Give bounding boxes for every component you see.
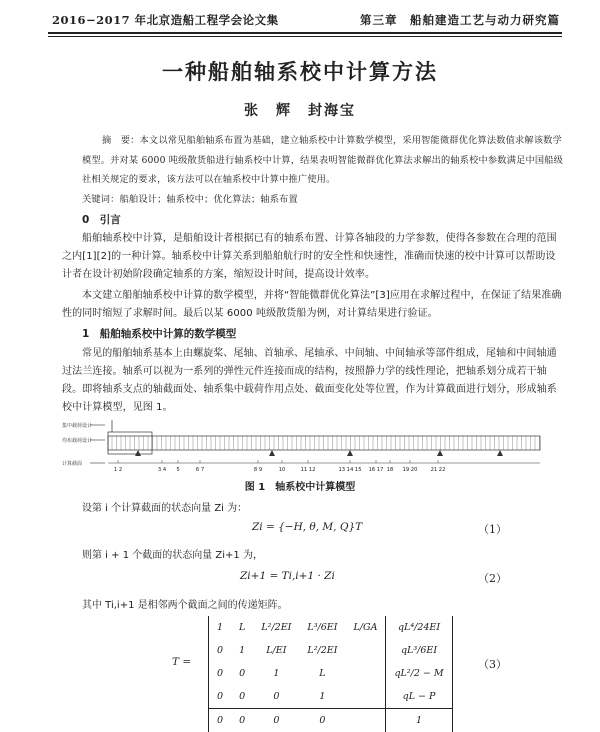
equation-1-number: （1） bbox=[478, 521, 507, 537]
equation-2-number: （2） bbox=[478, 570, 507, 586]
m25 bbox=[345, 639, 385, 662]
equation-1: Zi = {−H, θ, M, Q}T bbox=[252, 521, 362, 533]
m55 bbox=[345, 709, 385, 732]
keywords: 关键词：船舶设计；轴系校中；优化算法；轴系布置 bbox=[82, 191, 564, 205]
equation-2: Zi+1 = Ti,i+1 · Zi bbox=[240, 570, 335, 582]
bearing-support bbox=[347, 450, 353, 456]
shaft-model-figure bbox=[60, 418, 560, 474]
section-node-label: 11 12 bbox=[301, 467, 316, 473]
bearing-support bbox=[135, 450, 141, 456]
figure-caption: 图 1 轴系校中计算模型 bbox=[0, 478, 600, 493]
bearing-support bbox=[269, 450, 275, 456]
section-node-labels bbox=[114, 460, 446, 473]
eq3-intro: 其中 Ti,i+1 是相邻两个截面之间的传递矩阵。 bbox=[82, 596, 288, 611]
fig-label-distributed: 均布载荷设计 bbox=[62, 437, 92, 444]
m23: L/EI bbox=[253, 639, 299, 662]
bearing-support bbox=[437, 450, 443, 456]
m21: 0 bbox=[209, 639, 231, 662]
m11: 1 bbox=[209, 616, 231, 639]
header-rule-thin bbox=[48, 36, 562, 37]
section-node-label: 13 14 15 bbox=[338, 467, 361, 473]
eq1-intro: 设第 i 个计算截面的状态向量 Zi 为： bbox=[82, 499, 247, 514]
bearing-support bbox=[497, 450, 503, 456]
m36: qL²/2 − M bbox=[386, 662, 452, 685]
section-node-label: 8 9 bbox=[254, 467, 262, 473]
m24: L²/2EI bbox=[299, 639, 345, 662]
m26: qL³/6EI bbox=[386, 639, 452, 662]
m42: 0 bbox=[231, 685, 253, 709]
m54: 0 bbox=[299, 709, 345, 732]
m14: L³/6EI bbox=[299, 616, 345, 639]
m46: qL − P bbox=[386, 685, 452, 709]
intro-paragraph-1: 船舶轴系校中计算，是船舶设计者根据已有的轴系布置、计算各轴段的力学参数，使得各参数在合理的范围之内[1][2]的一种计算。轴系校中计算关系到船舶航行时的安全性和快速性，准确而快速的校中计算可以帮助设计者在设计初始阶段确定轴系的方案，缩短设计时间，提高设计效率。 bbox=[62, 230, 564, 284]
model-paragraph: 常见的船舶轴系基本上由螺旋桨、尾轴、首轴承、尾轴承、中间轴、中间轴承等部件组成，尾轴和中间轴通过法兰连接。轴系可以视为一系列的弹性元件连接而成的结构，按照静力学的线性理论，把轴系划分成若干轴段。即将轴系支点的轴截面处、轴系集中载荷作用点处、截面变化处等位置，作为计算截面进行划分，形成轴系校中计算模型，见图 1。 bbox=[62, 345, 564, 417]
section-node-label: 5 bbox=[176, 467, 179, 473]
section-node-label: 6 7 bbox=[196, 467, 204, 473]
section-node-label: 16 17 bbox=[369, 467, 384, 473]
running-header-left: 2016−2017 年北京造船工程学会论文集 bbox=[52, 12, 279, 28]
equation-3-lhs: T = bbox=[172, 656, 191, 668]
m56: 1 bbox=[386, 709, 452, 732]
m51: 0 bbox=[209, 709, 231, 732]
m45 bbox=[345, 685, 385, 709]
m53: 0 bbox=[253, 709, 299, 732]
transfer-matrix bbox=[208, 616, 453, 732]
intro-paragraph-2: 本文建立船舶轴系校中计算的数学模型，并将“智能微群优化算法”[3]应用在求解过程中，在保证了结果准确性的同时缩短了求解时间。最后以某 6000 吨级散货船为例，对计算结果进行验证。 bbox=[62, 287, 564, 323]
header-rule bbox=[48, 32, 562, 34]
m43: 0 bbox=[253, 685, 299, 709]
m13: L²/2EI bbox=[253, 616, 299, 639]
section-node-label: 21 22 bbox=[431, 467, 446, 473]
fig-label-concentrated: 集中载荷设计 bbox=[62, 422, 92, 429]
section-heading-intro: 0 引言 bbox=[82, 212, 121, 227]
shaft-body bbox=[108, 420, 540, 463]
m31: 0 bbox=[209, 662, 231, 685]
m22: 1 bbox=[231, 639, 253, 662]
m12: L bbox=[231, 616, 253, 639]
section-heading-model: 1 船舶轴系校中计算的数学模型 bbox=[82, 326, 236, 341]
abstract: 摘 要：本文以常见船舶轴系布置为基础，建立轴系校中计算数学模型，采用智能微群优化算法数值求解该数学模型。并对某 6000 吨级散货船进行轴系校中计算，结果表明智能微群优化算法求解出的轴系校中参数满足中国船级社相关规定的要求，该方法可以在轴系校中计算中推广使用。 bbox=[82, 131, 564, 190]
section-node-label: 18 bbox=[387, 467, 394, 473]
m52: 0 bbox=[231, 709, 253, 732]
paper-authors: 张 辉 封海宝 bbox=[0, 100, 600, 120]
fig-label-sections: 计算截面 bbox=[62, 460, 82, 467]
m44: 1 bbox=[299, 685, 345, 709]
m33: 1 bbox=[253, 662, 299, 685]
m41: 0 bbox=[209, 685, 231, 709]
section-node-label: 19 20 bbox=[403, 467, 418, 473]
section-node-label: 1 2 bbox=[114, 467, 122, 473]
running-header-right: 第三章 船舶建造工艺与动力研究篇 bbox=[360, 12, 560, 28]
eq2-intro: 则第 i + 1 个截面的状态向量 Zi+1 为， bbox=[82, 546, 263, 561]
m16: qL⁴/24EI bbox=[386, 616, 452, 639]
equation-3-number: （3） bbox=[478, 656, 507, 672]
m15: L/GA bbox=[345, 616, 385, 639]
section-node-label: 10 bbox=[279, 467, 286, 473]
paper-title: 一种船舶轴系校中计算方法 bbox=[0, 56, 600, 86]
m34: L bbox=[299, 662, 345, 685]
m32: 0 bbox=[231, 662, 253, 685]
m35 bbox=[345, 662, 385, 685]
section-node-label: 3 4 bbox=[158, 467, 167, 473]
